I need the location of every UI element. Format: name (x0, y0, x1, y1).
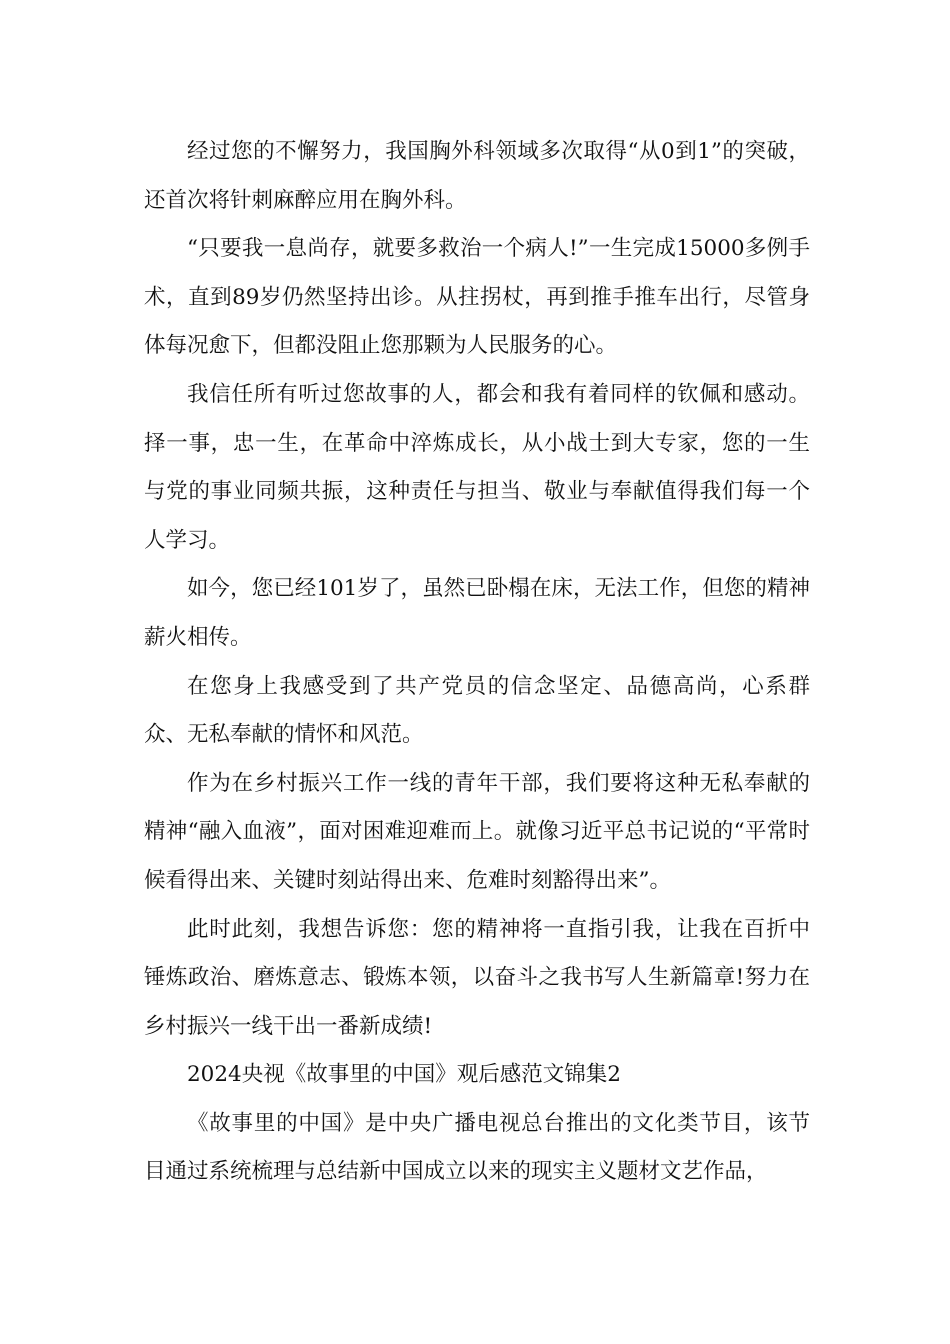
paragraph-1: 经过您的不懈努力，我国胸外科领域多次取得“从0到1”的突破，还首次将针刺麻醉应用在胸外科。 (144, 139, 810, 213)
document-body (144, 128, 810, 1197)
paragraph-6: 作为在乡村振兴工作一线的青年干部，我们要将这种无私奉献的精神“融入血液”，面对困难迎难而上。就像习近平总书记说的“平常时候看得出来、关键时刻站得出来、危难时刻豁得出来”。 (144, 770, 810, 893)
paragraph-7: 此时此刻，我想告诉您：您的精神将一直指引我，让我在百折中锤炼政治、磨炼意志、锻炼本领，以奋斗之我书写人生新篇章!努力在乡村振兴一线干出一番新成绩! (144, 916, 810, 1039)
paragraph-5: 在您身上我感受到了共产党员的信念坚定、品德高尚，心系群众、无私奉献的情怀和风范。 (144, 673, 810, 748)
paragraph-2: “只要我一息尚存，就要多救治一个病人!”一生完成15000多例手术，直到89岁仍然坚持出诊。从拄拐杖，再到推手推车出行，尽管身体每况愈下，但都没阻止您那颗为人民服务的心。 (144, 236, 810, 359)
paragraph-3: 我信任所有听过您故事的人，都会和我有着同样的钦佩和感动。择一事，忠一生，在革命中淬炼成长，从小战士到大专家，您的一生与党的事业同频共振，这种责任与担当、敬业与奉献值得我们每一个人学习。 (144, 381, 810, 553)
paragraph-8: 《故事里的中国》是中央广播电视总台推出的文化类节目，该节目通过系统梳理与总结新中国成立以来的现实主义题材文艺作品， (144, 1110, 810, 1185)
section-heading: 2024央视《故事里的中国》观后感范文锦集2 (187, 1062, 621, 1088)
paragraph-4: 如今，您已经101岁了，虽然已卧榻在床，无法工作，但您的精神薪火相传。 (144, 576, 810, 650)
